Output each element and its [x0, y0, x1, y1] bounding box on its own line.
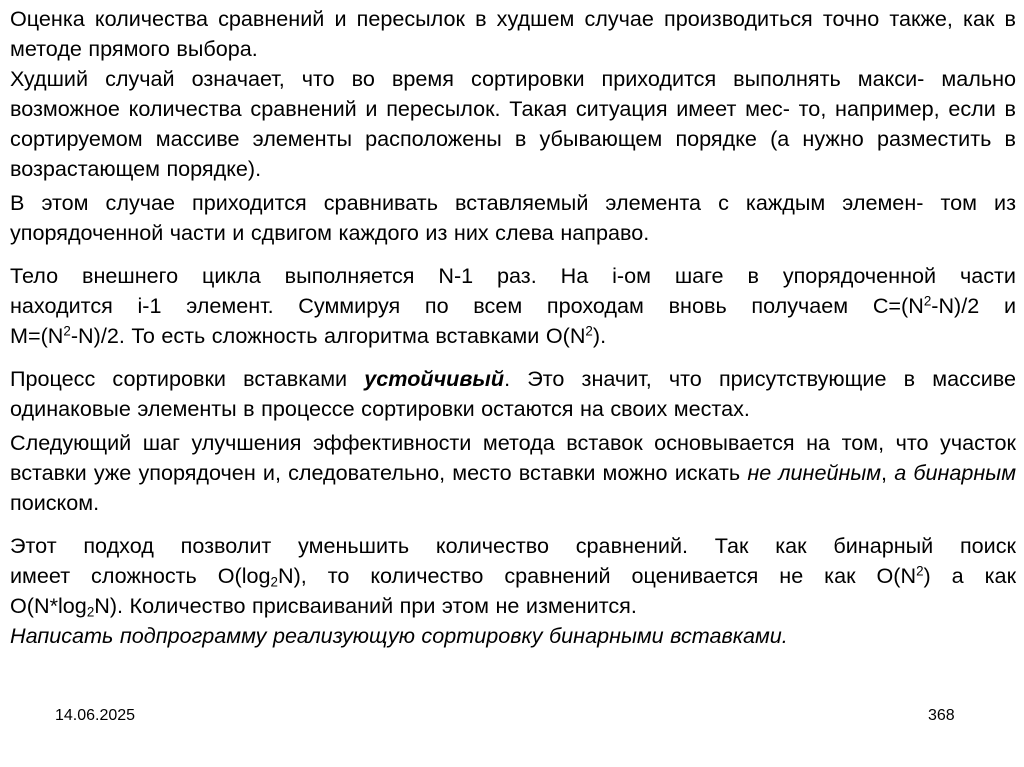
formula-line: имеет сложность $O(\log_2N)$, то количество сравнений оценивается не как $O(N^2)$ а как [10, 563, 1017, 590]
paragraph-worst-case-meaning [10, 64, 1016, 184]
paragraph-compare-shift [10, 188, 1016, 248]
paragraph-worst-case-estimate [10, 4, 1016, 64]
text-line: что участок вставки уже упорядочен и, следовательно, место вставки можно искать [10, 430, 1016, 485]
emphasis-stable: устойчивый [364, 366, 505, 391]
text-line: порядке (а нужно разместить в возрастающем порядке). [10, 126, 1016, 181]
text-line: Оценка количества сравнений и пересылок в худшем случае производиться точно [10, 6, 880, 31]
formula-line: $O(N*\log_2N)$. Количество присваиваний при этом не изменится. [10, 593, 637, 620]
paragraph-binary-search-idea: Следующий шаг улучшения эффективности метода вставок основывается на том, что участок вставки уже упорядочен и, следовательно, место вставки можно искать не линейным, а бинарным поиском. [10, 430, 1016, 515]
text-line: мально возможное количества сравнений и пересылок. Такая ситуация имеет мес- [10, 66, 1017, 121]
paragraph-stability: Процесс сортировки вставками устойчивый. Это значит, что присутствующие в массиве одинаковые элементы в процессе сортировки остаются на своих местах. [10, 366, 1017, 421]
paragraph-complexity [10, 261, 1016, 351]
paragraph-task: Написать подпрограмму реализующую сортировку бинарными вставками. [10, 623, 788, 648]
formula-line: находится i-1 элемент. Суммируя по всем проходам вновь получаем $C=(N^2-N)/2$ и [10, 293, 1016, 318]
text-line: также, как в методе прямого выбора. [10, 6, 1016, 61]
text-line: В этом случае приходится сравнивать вставляемый элемента с каждым элемен- [10, 190, 924, 215]
text-line: том из упорядоченной части и сдвигом каждого из них слева направо. [10, 190, 1017, 245]
slide-body [10, 4, 1016, 651]
emphasis-not-linear: не линейным [747, 460, 882, 485]
page-number: 368 [928, 707, 955, 724]
paragraph-binary-complexity [10, 531, 1016, 621]
emphasis-binary: а бинарным [894, 460, 1016, 485]
formula-line: $M=(N^2-N)/2$. То есть сложность алгоритма вставками $O(N^2)$. [10, 323, 607, 348]
text-line: Тело внешнего цикла выполняется N-1 раз. На i-ом шаге в упорядоченной части [10, 263, 1016, 288]
text-line: Этот подход позволит уменьшить количество сравнений. Так как бинарный поиск [10, 533, 1016, 558]
text-line: массиве одинаковые элементы в процессе сортировки остаются на своих местах. [10, 366, 1017, 421]
text-line: Худший случай означает, что во время сортировки приходится выполнять макси- [10, 66, 925, 91]
footer-date: 14.06.2025 [55, 707, 136, 724]
text-line: то, например, если в сортируемом массиве элементы расположены в убывающем [10, 96, 1016, 151]
text-line: Следующий шаг улучшения эффективности метода вставок основывается на том, [10, 430, 885, 455]
